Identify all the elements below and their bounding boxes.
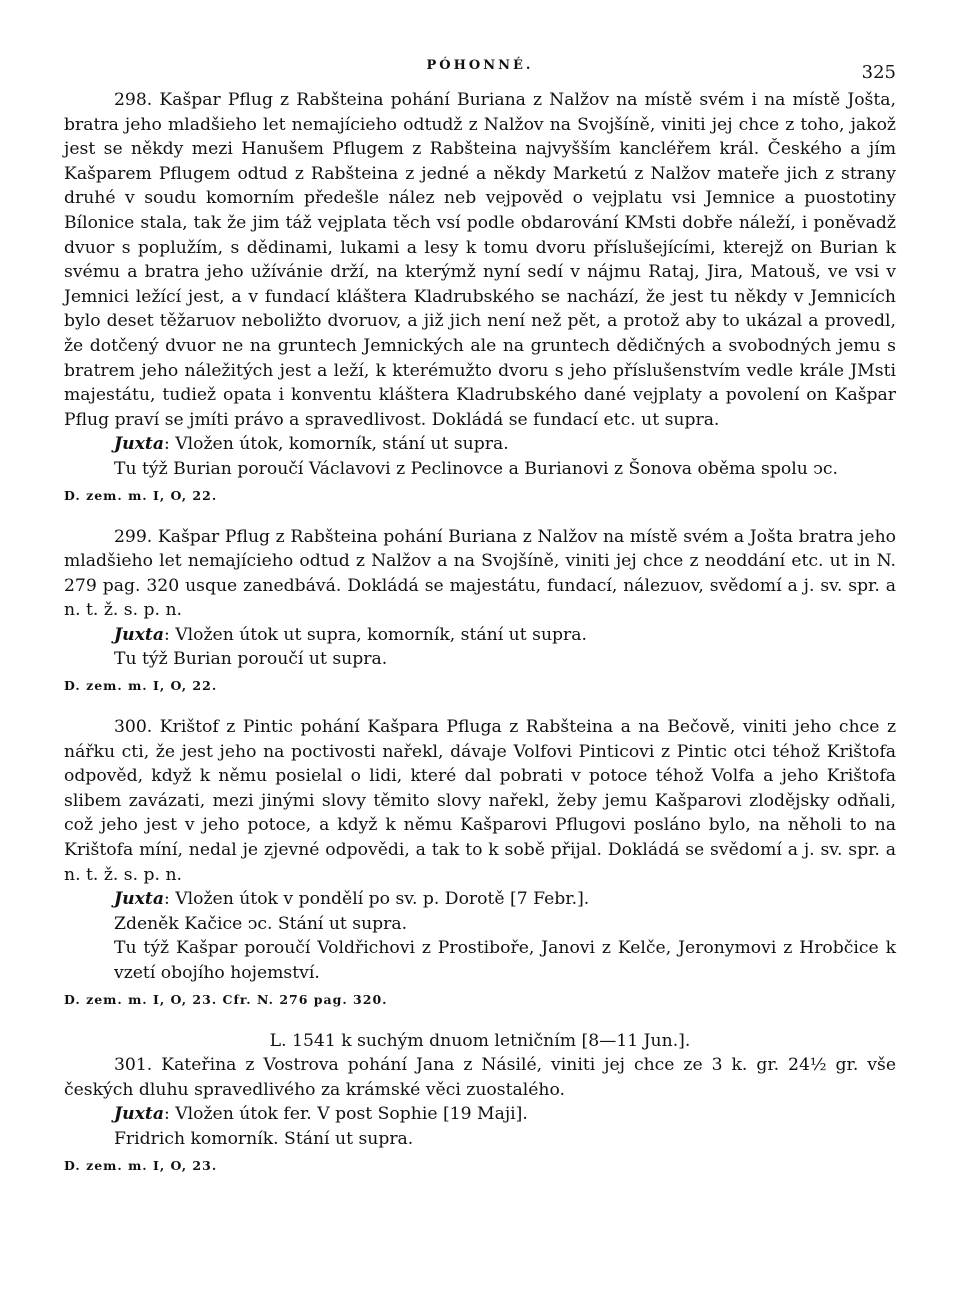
juxta-text: : Vložen útok ut supra, komorník, stání ut supra. bbox=[163, 624, 587, 645]
page-number: 325 bbox=[861, 62, 896, 83]
juxta-line bbox=[64, 623, 896, 648]
date-heading: L. 1541 k suchým dnuom letničním [8—11 Jun.]. bbox=[269, 1030, 691, 1051]
juxta-line bbox=[64, 887, 896, 912]
juxta-line bbox=[64, 1102, 896, 1127]
note-line: Zdeněk Kačice ↄc. Stání ut supra. bbox=[114, 913, 408, 934]
juxta-text: : Vložen útok fer. V post Sophie [19 Maji]. bbox=[163, 1104, 528, 1125]
source-citation: D. zem. m. I, O, 22. bbox=[64, 487, 218, 503]
entry-298 bbox=[64, 88, 896, 503]
juxta-label: Juxta bbox=[114, 889, 164, 910]
juxta-line bbox=[64, 432, 896, 457]
note-line: Tu týž Kašpar poroučí Voldřichovi z Prostiboře, Janovi z Kelče, Jeronymovi z Hrobčice k vzetí obojího hojemství. bbox=[114, 938, 896, 983]
source-citation: D. zem. m. I, O, 23. Cfr. N. 276 pag. 320. bbox=[64, 991, 388, 1007]
juxta-text: : Vložen útok, komorník, stání ut supra. bbox=[163, 434, 509, 455]
running-title: PÓHONNÉ. bbox=[426, 58, 534, 73]
document-page bbox=[64, 58, 896, 1195]
note-line: Tu týž Burian poroučí Václavovi z Peclinovce a Burianovi z Šonova oběma spolu ↄc. bbox=[114, 458, 838, 479]
entry-text: 300. Krištof z Pintic pohání Kašpara Pfluga z Rabšteina a na Bečově, viniti jeho chce z nářku cti, že jest jeho na poctivosti nařekl, dávaje Volfovi Pinticovi z Pintic otci téhož Krištofa odpověd, když k němu posielal o lidi, které dal pobrati v potoce téhož Volfa a jeho Krištofa slibem zavázati, mezi jinými slovy těmito slovy nařekl, žeby jemu Kašparovi zlodějsky odňali, což jeho jest v jeho potoce, a když k němu Kašparovi Pflugovi posláno bylo, na něholi to na Krištofa míní, nedal je zjevné odpovědi, a tak to k sobě přijal. Dokládá se svědomí a j. sv. spr. a n. t. ž. s. p. n. bbox=[64, 717, 896, 885]
entry-text: 301. Kateřina z Vostrova pohání Jana z Násilé, viniti jej chce ze 3 k. gr. 24½ gr. vše českých dluhu spravedlivého za krámské věci zuostalého. bbox=[64, 1055, 896, 1100]
juxta-label: Juxta bbox=[114, 1104, 164, 1125]
entry-301 bbox=[64, 1053, 896, 1172]
entry-text: 298. Kašpar Pflug z Rabšteina pohání Buriana z Nalžov na místě svém i na místě Jošta, bratra jeho mladšieho let nemajícieho odtudž z Nalžov na Svojšíně, viniti jej chce z toho, jakož jest se někdy mezi Hanušem Pflugem z Rabšteina najvyšším kancléřem král. Českého a jím Kašparem Pflugem odtud z Rabšteina z jedné a někdy Marketú z Nalžov mateře jich z strany druhé v soudu komorním předešle nález neb vejpověd o vejplatu vsi Jemnice a puostotiny Bílonice stala, tak že jim táž vejplata těch vsí podle obdarování KMsti dobře náleží, i poněvadž dvuor s poplužím, s dědinami, lukami a lesy k tomu dvoru příslušejícími, kterejž on Burian k svému a bratra jeho užívánie drží, na kterýmž nyní sedí v nájmu Rataj, Jira, Matouš, ve vsi v Jemnici ležící jest, a v fundací kláštera Kladrubského se nachází, že jest tu někdy v Jemnicích bylo deset těžaruov neboližto dvoruov, a již jich není než pět, a protož aby to ukázal a provedl, že dotčený dvuor ne na gruntech Jemnických ale na gruntech dědičných a svobodných jemu s bratrem jeho náležitých jest a leží, k kterémužto dvoru s jeho příslušenstvím vedle krále JMsti majestátu, tudiež opata i konventu kláštera Kladrubského dané vejplaty a povolení on Kašpar Pflug praví se jmíti právo a spravedlivost. Dokládá se fundací etc. ut supra. bbox=[64, 90, 896, 430]
source-citation: D. zem. m. I, O, 22. bbox=[64, 678, 218, 694]
page-header bbox=[64, 58, 896, 88]
juxta-text: : Vložen útok v pondělí po sv. p. Dorotě [7 Febr.]. bbox=[163, 889, 590, 910]
juxta-label: Juxta bbox=[114, 434, 164, 455]
note-line: Fridrich komorník. Stání ut supra. bbox=[114, 1128, 414, 1149]
entry-text: 299. Kašpar Pflug z Rabšteina pohání Buriana z Nalžov na místě svém a Jošta bratra jeho mladšieho let nemajícieho odtud z Nalžov a na Svojšíně, viniti jej chce z neoddání etc. ut in N. 279 pag. 320 usque zanedbává. Dokládá se majestátu, fundací, nálezuov, svědomí a j. sv. spr. a n. t. ž. s. p. n. bbox=[64, 526, 896, 621]
entry-299 bbox=[64, 525, 896, 694]
source-citation: D. zem. m. I, O, 23. bbox=[64, 1157, 218, 1173]
entry-300 bbox=[64, 715, 896, 1007]
note-line: Tu týž Burian poroučí ut supra. bbox=[114, 649, 388, 670]
juxta-label: Juxta bbox=[114, 624, 164, 645]
